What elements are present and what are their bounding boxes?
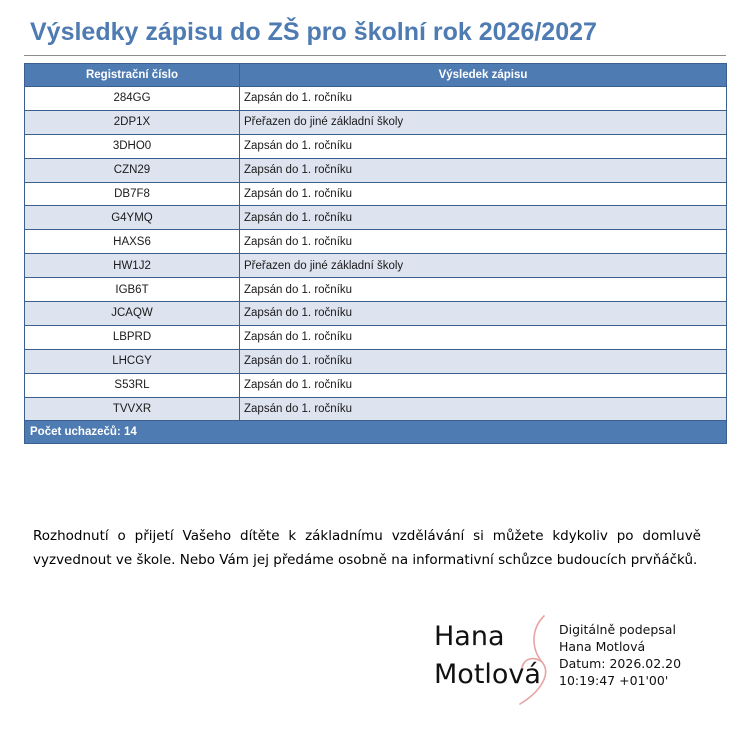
enrollment-result: Přeřazen do jiné základní školy: [240, 110, 727, 134]
table-row: [25, 87, 727, 111]
table-row: [25, 302, 727, 326]
table-row: [25, 182, 727, 206]
header-registration-number: Registrační číslo: [25, 64, 240, 87]
signature-first-name: Hana: [434, 621, 505, 652]
table-row: [25, 134, 727, 158]
table-row: [25, 110, 727, 134]
registration-code: LBPRD: [25, 325, 240, 349]
signature-name: [434, 618, 541, 694]
table-row: [25, 278, 727, 302]
table-row: [25, 373, 727, 397]
enrollment-result: Zapsán do 1. ročníku: [240, 325, 727, 349]
table-row: [25, 206, 727, 230]
registration-code: CZN29: [25, 158, 240, 182]
header-enrollment-result: Výsledek zápisu: [240, 64, 727, 87]
table-row: [25, 254, 727, 278]
enrollment-result: Zapsán do 1. ročníku: [240, 349, 727, 373]
enrollment-result: Přeřazen do jiné základní školy: [240, 254, 727, 278]
table-header-row: [25, 64, 727, 87]
enrollment-result: Zapsán do 1. ročníku: [240, 134, 727, 158]
signature-signer: Hana Motlová: [559, 639, 646, 654]
table-row: [25, 158, 727, 182]
signature-last-name: Motlová: [434, 659, 541, 690]
registration-code: S53RL: [25, 373, 240, 397]
page-title: Výsledky zápisu do ZŠ pro školní rok 2026/2027: [30, 18, 597, 46]
enrollment-result: Zapsán do 1. ročníku: [240, 278, 727, 302]
title-divider: [24, 55, 726, 56]
registration-code: JCAQW: [25, 302, 240, 326]
enrollment-result: Zapsán do 1. ročníku: [240, 230, 727, 254]
table-row: [25, 230, 727, 254]
registration-code: HW1J2: [25, 254, 240, 278]
signature-date: Datum: 2026.02.20: [559, 656, 682, 671]
enrollment-result: Zapsán do 1. ročníku: [240, 87, 727, 111]
table-row: [25, 349, 727, 373]
signature-details: [559, 621, 681, 689]
registration-code: 3DHO0: [25, 134, 240, 158]
table-footer-row: [25, 421, 727, 444]
enrollment-result: Zapsán do 1. ročníku: [240, 397, 727, 421]
table-row: [25, 325, 727, 349]
registration-code: IGB6T: [25, 278, 240, 302]
table-row: [25, 397, 727, 421]
enrollment-result: Zapsán do 1. ročníku: [240, 182, 727, 206]
registration-code: 284GG: [25, 87, 240, 111]
signature-time: 10:19:47 +01'00': [559, 673, 669, 688]
registration-code: HAXS6: [25, 230, 240, 254]
enrollment-result: Zapsán do 1. ročníku: [240, 206, 727, 230]
results-table: [24, 63, 727, 444]
enrollment-result: Zapsán do 1. ročníku: [240, 158, 727, 182]
pickup-note: Rozhodnutí o přijetí Vašeho dítěte k základnímu vzdělávání si můžete kdykoliv po domluvě vyzvednout ve škole. Nebo Vám jej předáme osobně na informativní schůzce budoucích prvňáčků.: [33, 527, 701, 568]
registration-code: DB7F8: [25, 182, 240, 206]
applicant-count: Počet uchazečů: 14: [25, 421, 727, 444]
enrollment-result: Zapsán do 1. ročníku: [240, 373, 727, 397]
registration-code: LHCGY: [25, 349, 240, 373]
registration-code: G4YMQ: [25, 206, 240, 230]
enrollment-result: Zapsán do 1. ročníku: [240, 302, 727, 326]
registration-code: 2DP1X: [25, 110, 240, 134]
registration-code: TVVXR: [25, 397, 240, 421]
signature-label: Digitálně podepsal: [559, 622, 676, 637]
